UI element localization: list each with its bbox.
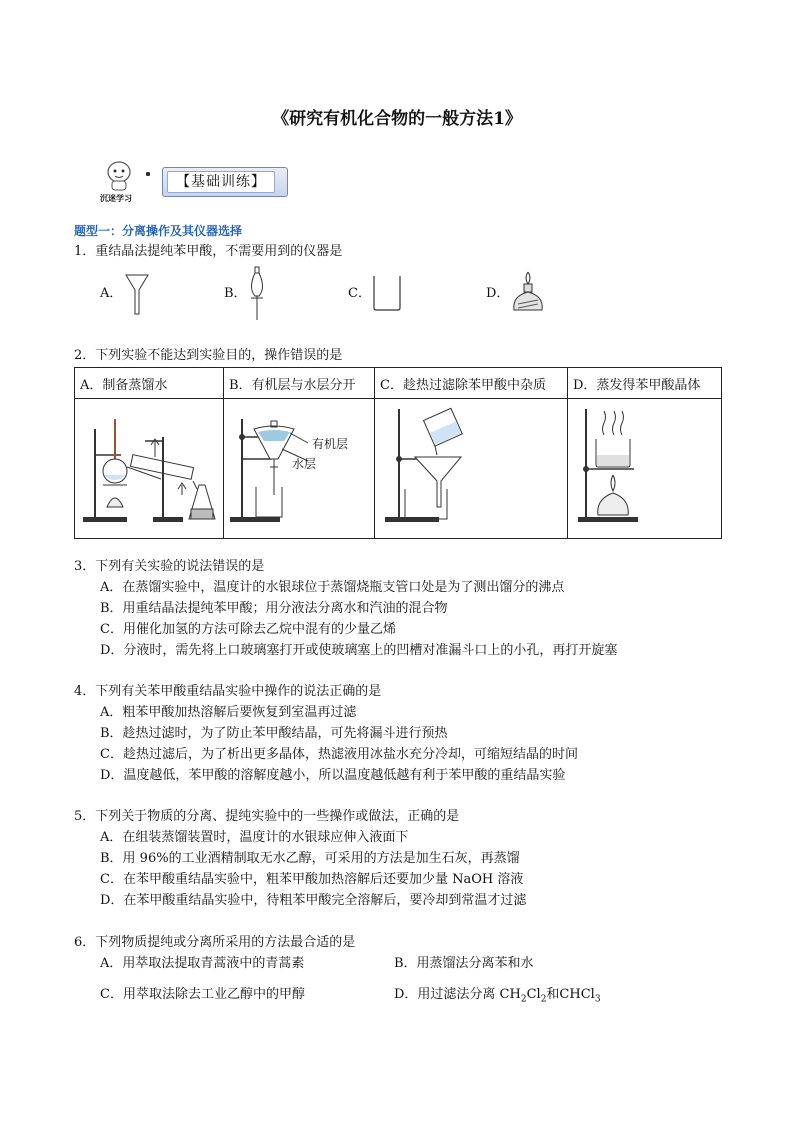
q3-option-b: B．用重结晶法提纯苯甲酸；用分液法分离水和汽油的混合物 [100,601,448,616]
q3-option-a: A．在蒸馏实验中，温度计的水银球位于蒸馏烧瓶支管口处是为了测出馏分的沸点 [100,580,565,595]
section-banner [162,167,288,197]
page-title: 《研究有机化合物的一般方法1》 [272,109,522,129]
q4-option-a: A．粗苯甲酸加热溶解后要恢复到室温再过滤 [100,705,357,720]
q1-option-b: B． [224,286,247,301]
badge-dot [146,172,150,176]
q5-option-a: A．在组装蒸馏装置时，温度计的水银球应伸入液面下 [100,830,409,845]
separatory-funnel-diagram [224,399,375,539]
q6-option-a: A．用萃取法提取青蒿液中的青蒿素 [100,956,305,971]
q6-option-d-chcl: 和CHCl [546,987,595,1002]
funnel-icon [124,272,150,316]
q5-option-c: C．在苯甲酸重结晶实验中，粗苯甲酸加热溶解后还要加少量 NaOH 溶液 [100,872,524,887]
q1-option-d: D． [486,286,510,301]
separatory-funnel-icon [246,266,268,322]
question-2-stem: 2．下列实验不能达到实验目的，操作错误的是 [74,348,343,363]
experiment-header-b: B．有机层与水层分开 [224,368,375,399]
evaporation-diagram [568,399,722,539]
mascot-icon [104,160,134,194]
alcohol-lamp-icon [508,270,548,316]
question-5-stem: 5．下列关于物质的分离、提纯实验中的一些操作或做法，正确的是 [74,809,460,824]
section-heading: 题型一：分离操作及其仪器选择 [74,224,243,238]
subscript-3: 3 [594,994,601,1005]
experiment-header-a: A．制备蒸馏水 [75,368,224,399]
q6-option-d-text: D．用过滤法分离 CH [394,987,521,1002]
organic-layer-label: 有机层 [312,437,349,451]
question-4-stem: 4．下列有关苯甲酸重结晶实验中操作的说法正确的是 [74,684,382,699]
banner-label: 【基础训练】 [167,171,275,193]
q4-option-b: B．趁热过滤时，为了防止苯甲酸结晶，可先将漏斗进行预热 [100,726,448,741]
q4-option-d: D．温度越低，苯甲酸的溶解度越小，所以温度越低越有利于苯甲酸的重结晶实验 [100,768,566,783]
q1-option-c: C． [348,286,371,301]
experiment-header-c: C．趁热过滤除苯甲酸中杂质 [375,368,568,399]
q6-option-d-cl: Cl [526,987,541,1002]
water-layer-label: 水层 [292,457,317,471]
q6-option-d [394,986,601,1009]
q3-option-c: C．用催化加氢的方法可除去乙烷中混有的少量乙烯 [100,622,396,637]
badge-caption: 沉迷学习 [100,194,132,203]
question-1-stem: 1．重结晶法提纯苯甲酸，不需要用到的仪器是 [74,244,343,259]
q6-option-b: B．用蒸馏法分离苯和水 [394,956,534,971]
subscript-2b: 2 [540,994,547,1005]
q5-option-d: D．在苯甲酸重结晶实验中，待粗苯甲酸完全溶解后，要冷却到常温才过滤 [100,893,527,908]
experiment-table [74,367,722,539]
subscript-2: 2 [520,994,527,1005]
beaker-icon [372,274,402,312]
question-6-stem: 6．下列物质提纯或分离所采用的方法最合适的是 [74,935,356,950]
q3-option-d: D．分液时，需先将上口玻璃塞打开或使玻璃塞上的凹槽对准漏斗口上的小孔，再打开旋塞 [100,643,618,658]
q5-option-b: B．用 96%的工业酒精制取无水乙醇，可采用的方法是加生石灰，再蒸馏 [100,851,520,866]
question-3-stem: 3．下列有关实验的说法错误的是 [74,559,265,574]
q1-option-a: A． [100,286,123,301]
hot-filtration-diagram [375,399,568,539]
q6-option-c: C．用萃取法除去工业乙醇中的甲醇 [100,987,305,1002]
experiment-header-d: D．蒸发得苯甲酸晶体 [568,368,722,399]
q4-option-c: C．趁热过滤后，为了析出更多晶体，热滤液用冰盐水充分冷却，可缩短结晶的时间 [100,747,578,762]
distillation-diagram [75,399,224,539]
